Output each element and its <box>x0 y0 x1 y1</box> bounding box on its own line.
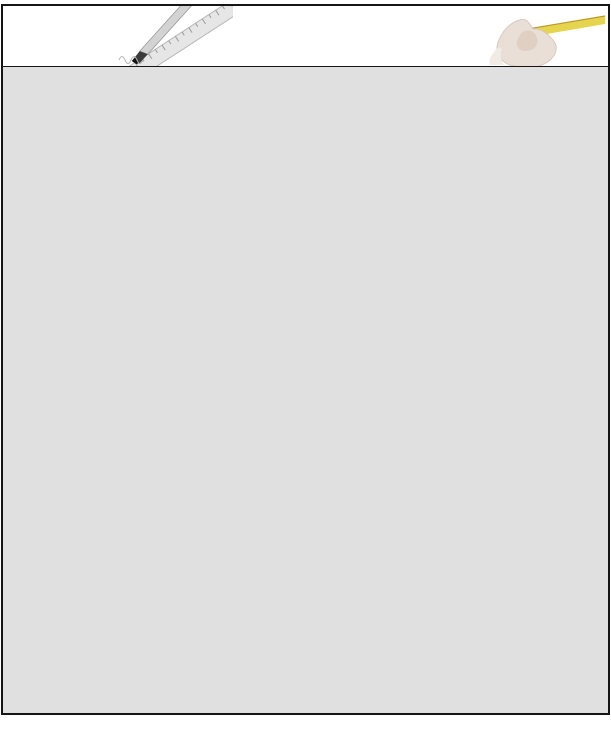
banner <box>3 6 608 66</box>
chart-frame <box>1 4 610 715</box>
bottom-grid-lines <box>0 716 611 729</box>
hand-measuring-tape-icon <box>474 7 606 66</box>
pencil-ruler-icon <box>115 6 233 66</box>
product-details <box>3 66 608 713</box>
